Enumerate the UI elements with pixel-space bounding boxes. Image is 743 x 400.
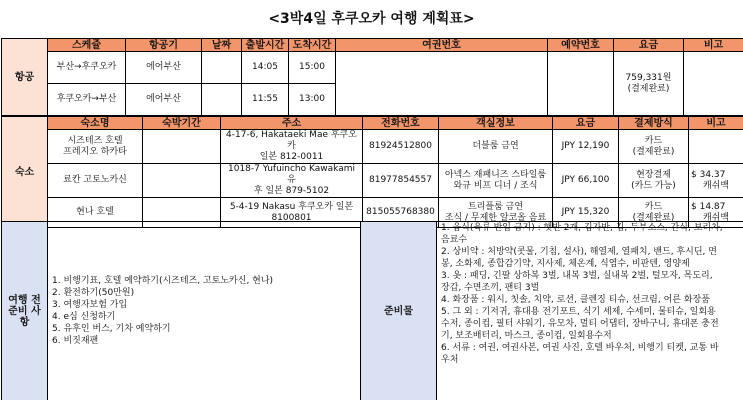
hotel-header-payment: 결제방식 (619, 117, 689, 130)
supplies-line: 음료수 (441, 235, 468, 245)
hotel-phone: 815055768380 (363, 198, 439, 228)
hotel-section-label: 숙소 (2, 117, 48, 228)
flight-header-date: 날짜 (202, 39, 242, 52)
hotel-period (143, 164, 221, 198)
hotel-note (689, 130, 743, 164)
flight-header-depart: 출발시간 (242, 39, 289, 52)
flight-arrive: 13:00 (289, 84, 336, 116)
hotel-payment-line2: (카드 가능) (631, 180, 676, 191)
prep-item: 3. 여행자보험 가입 (52, 300, 128, 310)
flight-fare-note: (결제완료) (627, 83, 670, 94)
hotel-price: JPY 12,190 (553, 130, 619, 164)
supplies-line: 봉, 소화제, 종합감기약, 지사제, 체온계, 식염수, 비판텐, 영양제 (441, 259, 690, 269)
hotel-name-line2: 프레지오 하카타 (63, 146, 127, 157)
prep-table (1, 221, 743, 400)
hotel-room (439, 164, 553, 198)
hotel-room (439, 130, 553, 164)
flight-booking (548, 52, 614, 116)
hotel-payment (619, 130, 689, 164)
hotel-address-line2: 8100801 (271, 212, 312, 223)
hotel-period (143, 130, 221, 164)
hotel-payment (619, 164, 689, 198)
hotel-address-line1: 1018-7 Yufuincho Kawakami 유 (228, 164, 355, 185)
supplies-line: 4. 화장품 : 워시, 칫솔, 치약, 로션, 클렌징 티슈, 선크림, 어른 화장품 (441, 295, 710, 305)
supplies-line: 장갑, 수면조끼, 팬티 3벌 (441, 283, 540, 293)
flight-header-booking: 예약번호 (548, 39, 614, 52)
flight-depart: 14:05 (242, 52, 289, 84)
hotel-price: JPY 15,320 (553, 198, 619, 228)
flight-schedule: 후쿠오카→부산 (48, 84, 126, 116)
supplies-line: 2. 상비약 : 처방약(콧물, 기침, 설사), 해열제, 열패치, 밴드, 후시딘, 면 (441, 247, 717, 257)
supplies-line: 기, 보조배터리, 마스크, 종이컵, 일회용수저 (441, 331, 612, 341)
hotel-address-line1: 4-17-6, Hakataeki Mae 후쿠오카 (226, 130, 357, 151)
flight-airline: 에어부산 (126, 52, 202, 84)
hotel-address-line2: 일본 812-0011 (259, 152, 324, 162)
supplies-line: 수저, 종이컵, 필터 샤워기, 유모차, 멀티 어댑터, 장바구니, 휴대폰 충전 (441, 319, 719, 329)
hotel-room-line1: 트리플룸 금연 (467, 201, 524, 212)
supplies-line: 1. 음식(육류 반입 금지) : 햇반 2개, 김자반, 김, 두부소스, 간식, 보리차, (441, 223, 723, 233)
supplies-line: 5. 그 외 : 기저귀, 휴대용 전기포트, 식기 세제, 수세미, 물티슈, 일회용 (441, 307, 716, 317)
flight-header-arrive: 도착시간 (289, 39, 336, 52)
flight-depart: 11:55 (242, 84, 289, 116)
hotel-header-room: 객실정보 (439, 117, 553, 130)
page-title: <3박4일 후쿠오카 여행 계획표> (268, 11, 475, 27)
prep-item: 5. 유후인 버스, 기차 예약하기 (52, 324, 171, 334)
hotel-header-price: 요금 (553, 117, 619, 130)
supplies-line: 3. 옷 : 패딩, 긴팔 상하복 3벌, 내복 3벌, 실내복 2벌, 털모자, 목도리, (441, 271, 713, 281)
flight-fare: 759,331원 (625, 72, 672, 83)
hotel-name-line1: 료칸 고토노카신 (63, 175, 127, 185)
supplies-list (437, 222, 743, 400)
flight-arrive: 15:00 (289, 52, 336, 84)
hotel-payment-line1: 카드 (644, 135, 663, 146)
hotel-note-line2: 캐쉬백 (702, 212, 730, 223)
hotel-note-line2: 캐쉬백 (702, 180, 730, 191)
hotel-payment-line1: 현장결제 (636, 169, 671, 180)
prep-section-label-line1: 여행 전 (8, 294, 41, 306)
hotel-note-line1: $ 34.37 (691, 169, 726, 180)
hotel-header-period: 숙박기간 (143, 117, 221, 130)
prep-item: 1. 비행기표, 호텔 예약하기(시즈테즈, 고토노카신, 현나) (52, 276, 274, 286)
flight-header-note: 비고 (684, 39, 743, 52)
flight-header-fare: 요금 (614, 39, 684, 52)
hotel-row (2, 130, 743, 164)
hotel-payment-line2: (결제완료) (632, 212, 675, 223)
hotel-payment-line1: 카드 (644, 201, 663, 212)
hotel-room-line1: 더블룸 금연 (472, 141, 519, 151)
hotel-row (2, 164, 743, 198)
hotel-room-line2: 와규 비프 디너 / 조식 (453, 180, 538, 191)
prep-section-label (2, 222, 48, 400)
hotel-table (1, 116, 743, 228)
flight-date (202, 84, 242, 116)
flight-note (684, 52, 743, 116)
hotel-header-address: 주소 (221, 117, 363, 130)
prep-item: 6. 비짓재팬 (52, 336, 99, 346)
prep-item: 4. e심 신청하기 (52, 312, 116, 322)
supplies-label: 준비물 (361, 222, 437, 400)
hotel-address (221, 164, 363, 198)
hotel-header-name: 숙소명 (48, 117, 143, 130)
flight-header-schedule: 스케쥴 (48, 39, 126, 52)
flight-header-passport: 여권번호 (336, 39, 548, 52)
hotel-note (689, 164, 743, 198)
flight-row (2, 52, 743, 84)
flight-fare-cell (614, 52, 684, 116)
supplies-line: 6. 서류 : 여권, 여권사본, 여권 사진, 호텔 바우처, 비행기 티켓, 교통 바 (441, 343, 719, 353)
flight-airline: 에어부산 (126, 84, 202, 116)
hotel-name (48, 164, 143, 198)
flight-section-label: 항공 (2, 39, 48, 116)
hotel-payment-line2: (결제완료) (632, 146, 675, 157)
flight-passport (336, 52, 548, 116)
flight-date (202, 52, 242, 84)
hotel-header-note: 비고 (689, 117, 743, 130)
flight-schedule: 부산→후쿠오카 (48, 52, 126, 84)
hotel-name (48, 130, 143, 164)
hotel-name-line1: 현나 호텔 (76, 207, 114, 217)
hotel-phone: 81977854557 (363, 164, 439, 198)
flight-header-airline: 항공기 (126, 39, 202, 52)
hotel-note-line1: $ 14.87 (691, 201, 726, 212)
hotel-name-line1: 시즈테즈 호텔 (67, 135, 123, 146)
hotel-phone: 81924512800 (363, 130, 439, 164)
hotel-address-line2: 후 일본 879-5102 (253, 186, 330, 196)
hotel-header-phone: 전화번호 (363, 117, 439, 130)
hotel-address-line1: 5-4-19 Nakasu 후쿠오카 일본 (229, 201, 354, 212)
hotel-room-line2: 조식 / 무제한 알코올 음료 (444, 212, 547, 223)
flight-table (1, 38, 743, 116)
hotel-price: JPY 66,100 (553, 164, 619, 198)
prep-section-label-line2: 준비 사항 (8, 305, 41, 328)
hotel-address (221, 130, 363, 164)
supplies-line: 우처 (441, 355, 459, 365)
prep-checklist (48, 222, 361, 400)
hotel-room-line1: 아넥스 재패니즈 스타일룸 (444, 169, 547, 180)
prep-item: 2. 환전하기(50만원) (52, 288, 135, 298)
